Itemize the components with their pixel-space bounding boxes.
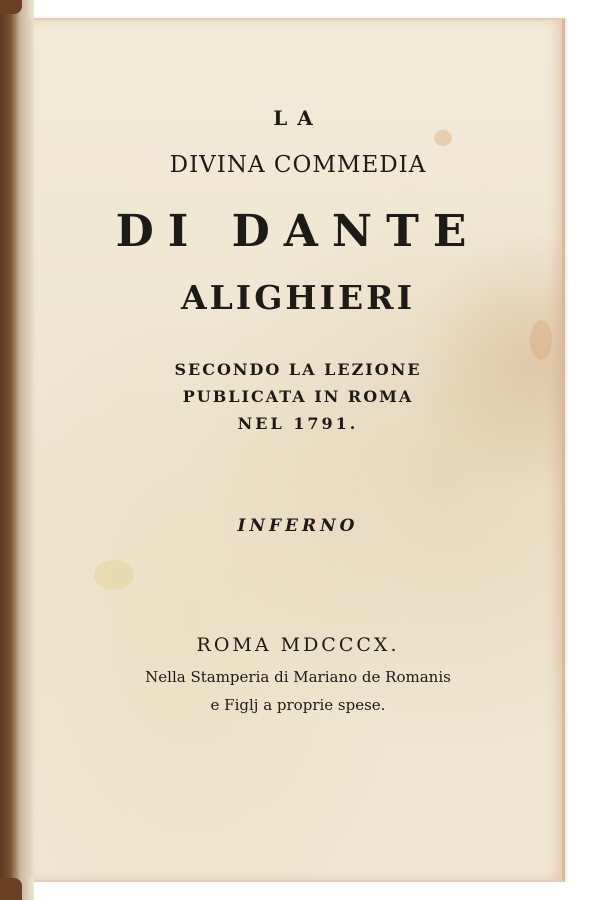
title-line-alighieri: ALIGHIERI: [180, 278, 416, 317]
section-title-inferno: INFERNO: [237, 516, 359, 536]
binding-corner-bottom: [0, 878, 22, 900]
imprint-printer: Nella Stamperia di Mariano de Romanis: [145, 668, 451, 686]
title-line-divina-commedia: DIVINA COMMEDIA: [169, 152, 427, 178]
foxing-stain: [434, 130, 452, 146]
subtitle-line-year: NEL 1791.: [237, 414, 359, 433]
title-page: [34, 18, 565, 882]
subtitle-line-secondo: SECONDO LA LEZIONE: [174, 360, 422, 379]
binding-corner-top: [0, 0, 22, 14]
title-line-la: LA: [273, 106, 323, 130]
foxing-stain: [94, 560, 134, 590]
imprint-note: e Figlj a proprie spese.: [210, 696, 386, 714]
foxing-stain: [530, 320, 552, 360]
subtitle-line-publicata: PUBLICATA IN ROMA: [182, 387, 414, 406]
imprint-place-date: ROMA MDCCCX.: [196, 634, 400, 656]
title-line-di-dante: DI DANTE: [115, 206, 481, 257]
